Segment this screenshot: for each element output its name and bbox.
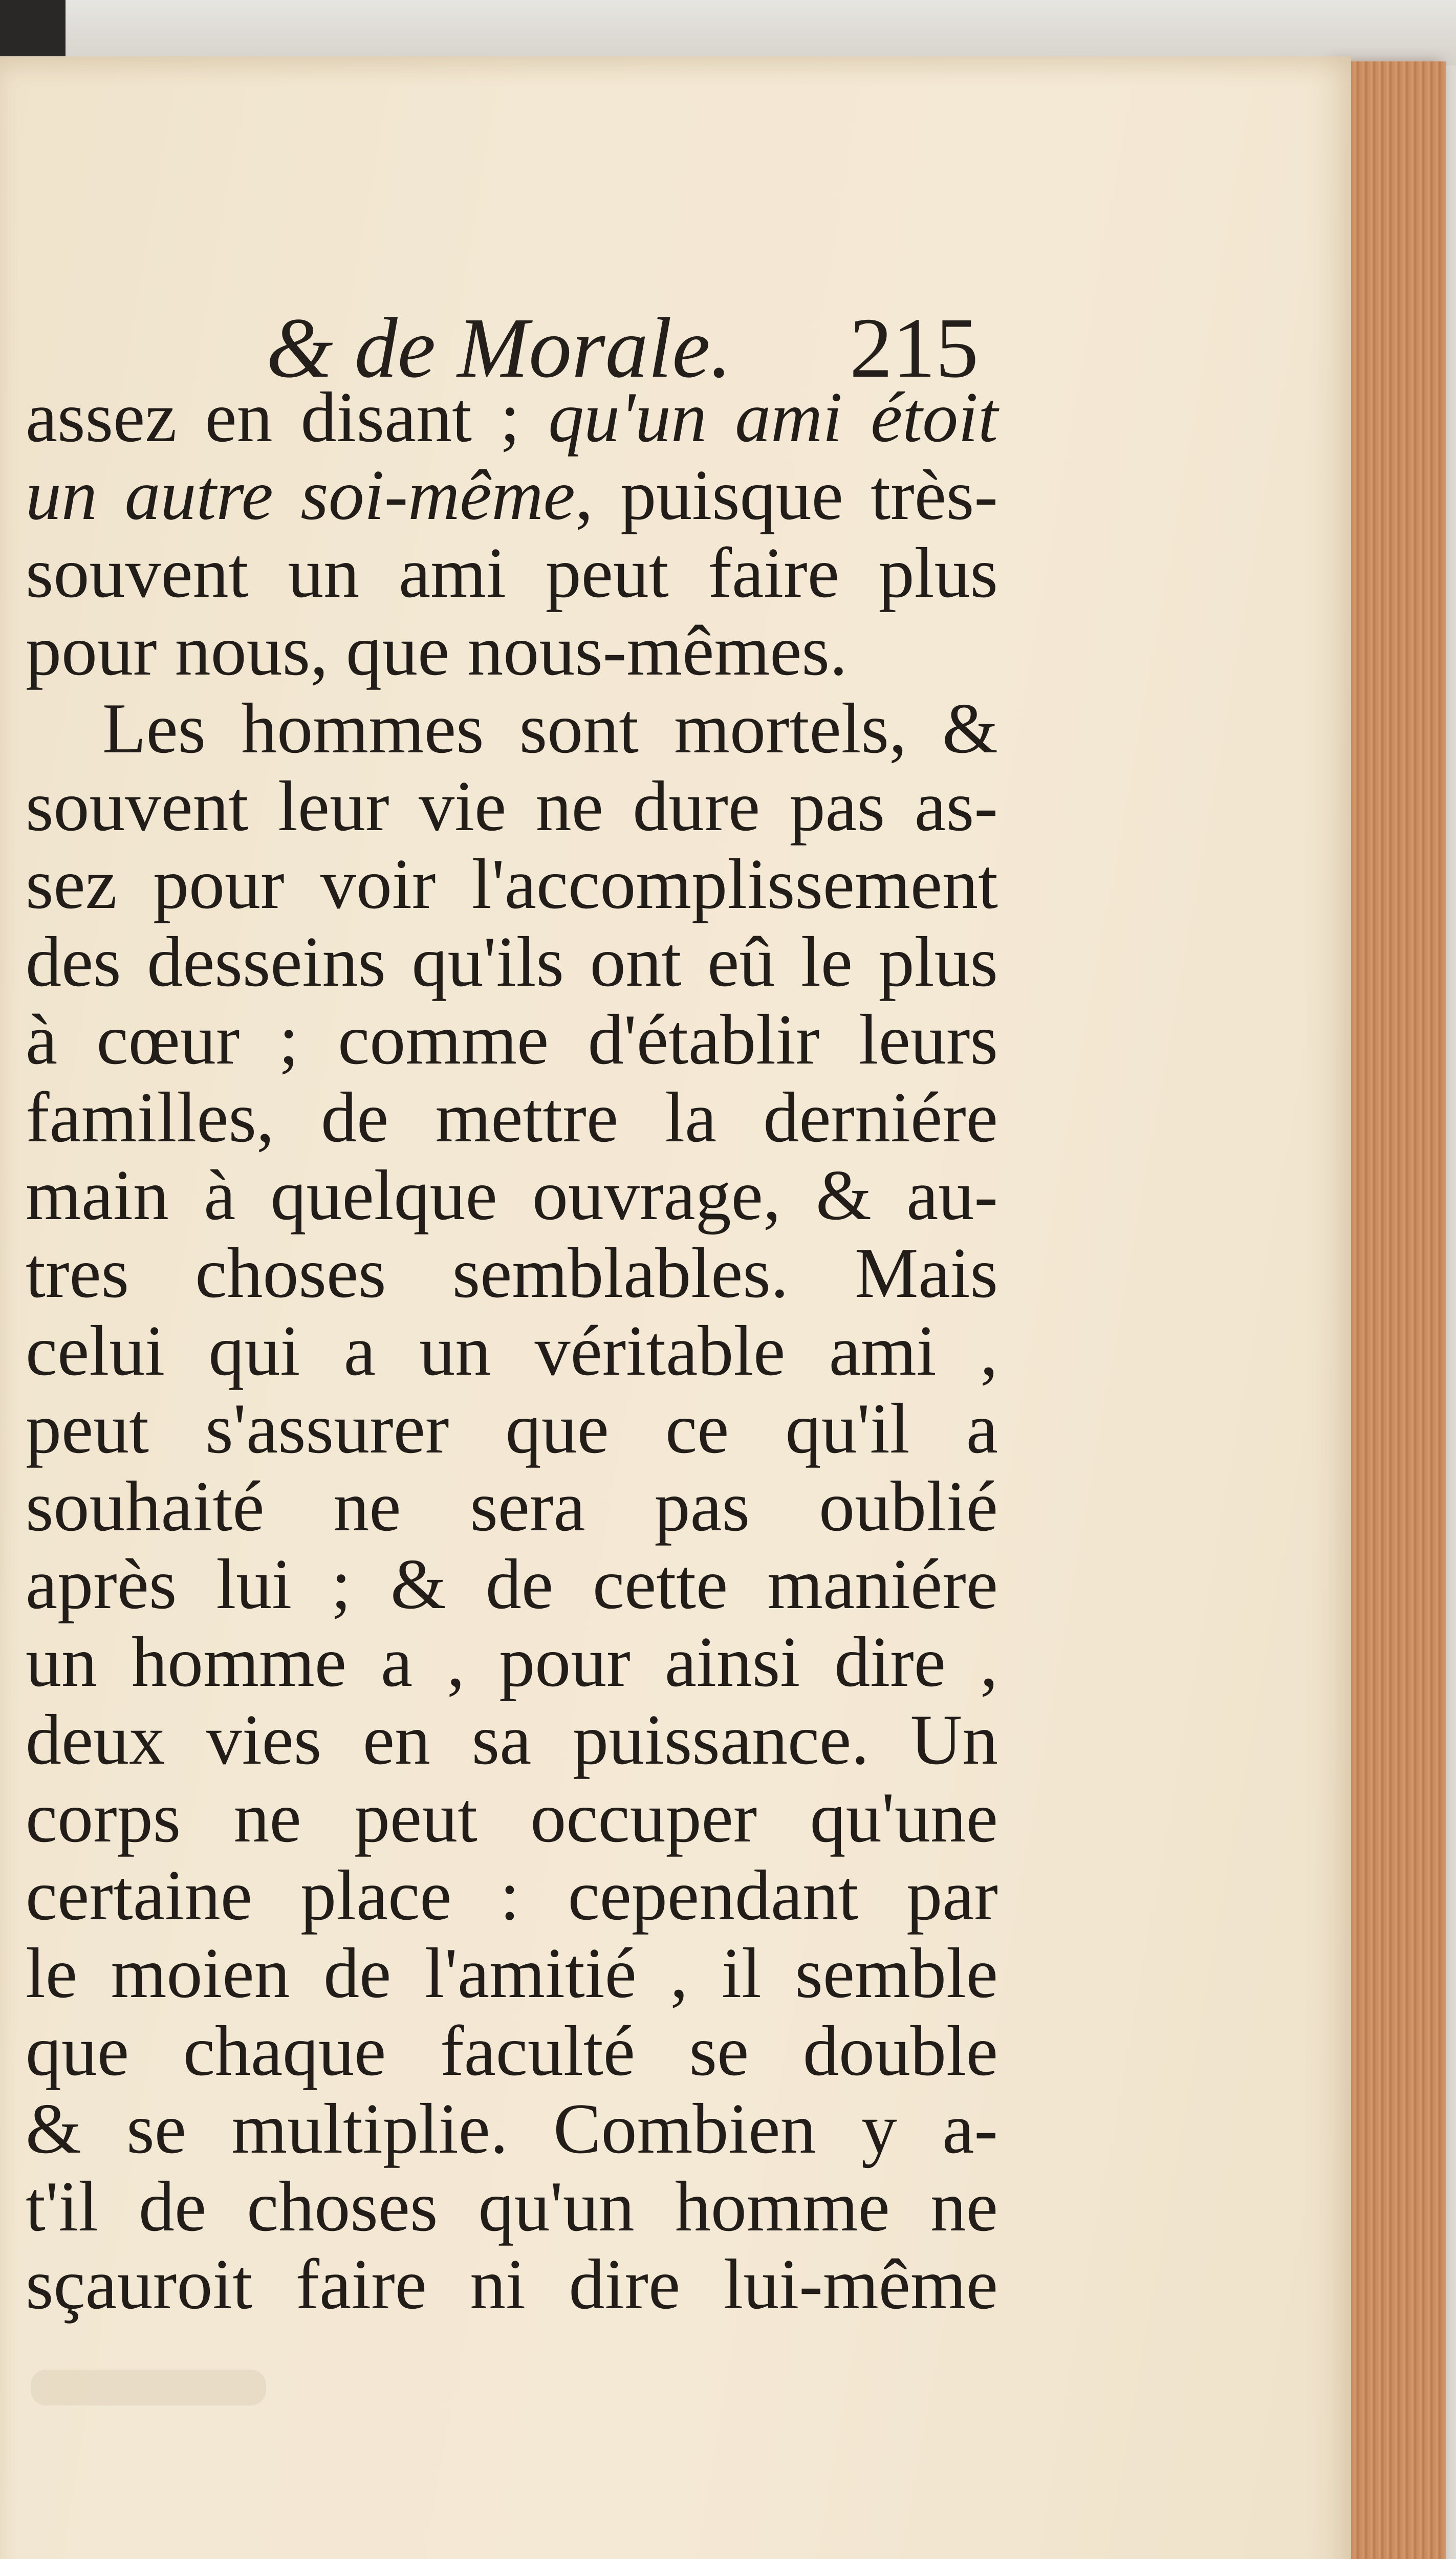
text-segment: assez en disant ; — [26, 378, 549, 457]
text-segment: souvent un ami peut faire plus — [26, 533, 998, 613]
text-line — [26, 1079, 998, 1157]
text-line — [26, 612, 998, 690]
text-segment: sçauroit faire ni dire lui-même — [26, 2245, 998, 2324]
text-segment: après lui ; & de cette maniére — [26, 1545, 998, 1624]
text-segment: le moien de l'amitié , il semble — [26, 1934, 998, 2013]
text-line — [26, 534, 998, 612]
text-segment: sez pour voir l'accomplissement — [26, 844, 998, 924]
text-segment: souhaité ne sera pas oublié — [26, 1467, 998, 1546]
text-line — [26, 845, 998, 923]
text-segment: t'il de choses qu'un homme ne — [26, 2167, 998, 2246]
paper-stain — [31, 2370, 266, 2405]
text-line — [26, 690, 998, 768]
body-text — [26, 379, 998, 2324]
book-page — [0, 56, 1351, 2559]
text-line — [26, 2090, 998, 2168]
book-fore-edge — [1336, 61, 1446, 2559]
text-segment: main à quelque ouvrage, & au- — [26, 1156, 998, 1235]
text-line — [26, 1935, 998, 2012]
text-segment: peut s'assurer que ce qu'il a — [26, 1389, 998, 1468]
text-line — [26, 1157, 998, 1234]
text-line — [26, 1779, 998, 1857]
text-segment: familles, de mettre la derniére — [26, 1078, 998, 1157]
text-segment: que chaque faculté se double — [26, 2011, 998, 2091]
text-segment: tres choses semblables. Mais — [26, 1233, 998, 1313]
text-segment: Les hommes sont mortels, & — [102, 689, 998, 768]
text-segment: celui qui a un véritable ami , — [26, 1311, 998, 1391]
text-line — [26, 2168, 998, 2246]
page-number: 215 — [850, 300, 979, 396]
text-line — [26, 1312, 998, 1390]
text-line — [26, 1701, 998, 1779]
scanner-top-strip — [61, 0, 1456, 66]
text-line — [26, 1234, 998, 1312]
text-line — [26, 2246, 998, 2324]
text-segment: un homme a , pour ainsi dire , — [26, 1622, 998, 1702]
text-line — [26, 923, 998, 1001]
text-line — [26, 1857, 998, 1935]
text-segment: souvent leur vie ne dure pas as- — [26, 767, 998, 846]
text-line — [26, 1468, 998, 1546]
text-line — [26, 768, 998, 845]
text-line — [26, 1390, 998, 1468]
text-segment: des desseins qu'ils ont eû le plus — [26, 922, 998, 1002]
text-line — [26, 379, 998, 457]
text-segment: deux vies en sa puissance. Un — [26, 1700, 998, 1780]
text-line — [26, 1546, 998, 1623]
italic-text-segment: qu'un ami étoit — [548, 378, 998, 457]
text-segment: à cœur ; comme d'établir leurs — [26, 1000, 998, 1079]
text-segment: , puisque très- — [575, 456, 998, 535]
text-segment: corps ne peut occuper qu'une — [26, 1778, 998, 1857]
text-line — [26, 457, 998, 534]
text-line — [26, 1001, 998, 1079]
italic-text-segment: un autre soi-même — [26, 456, 575, 535]
text-segment: & se multiplie. Combien y a- — [26, 2089, 998, 2168]
text-line — [26, 2012, 998, 2090]
text-segment: certaine place : cependant par — [26, 1856, 998, 1935]
binding-shadow-top — [0, 0, 66, 56]
text-line — [26, 1623, 998, 1701]
running-title: & de Morale. — [266, 300, 732, 396]
text-segment: pour nous, que nous-mêmes. — [26, 611, 847, 690]
